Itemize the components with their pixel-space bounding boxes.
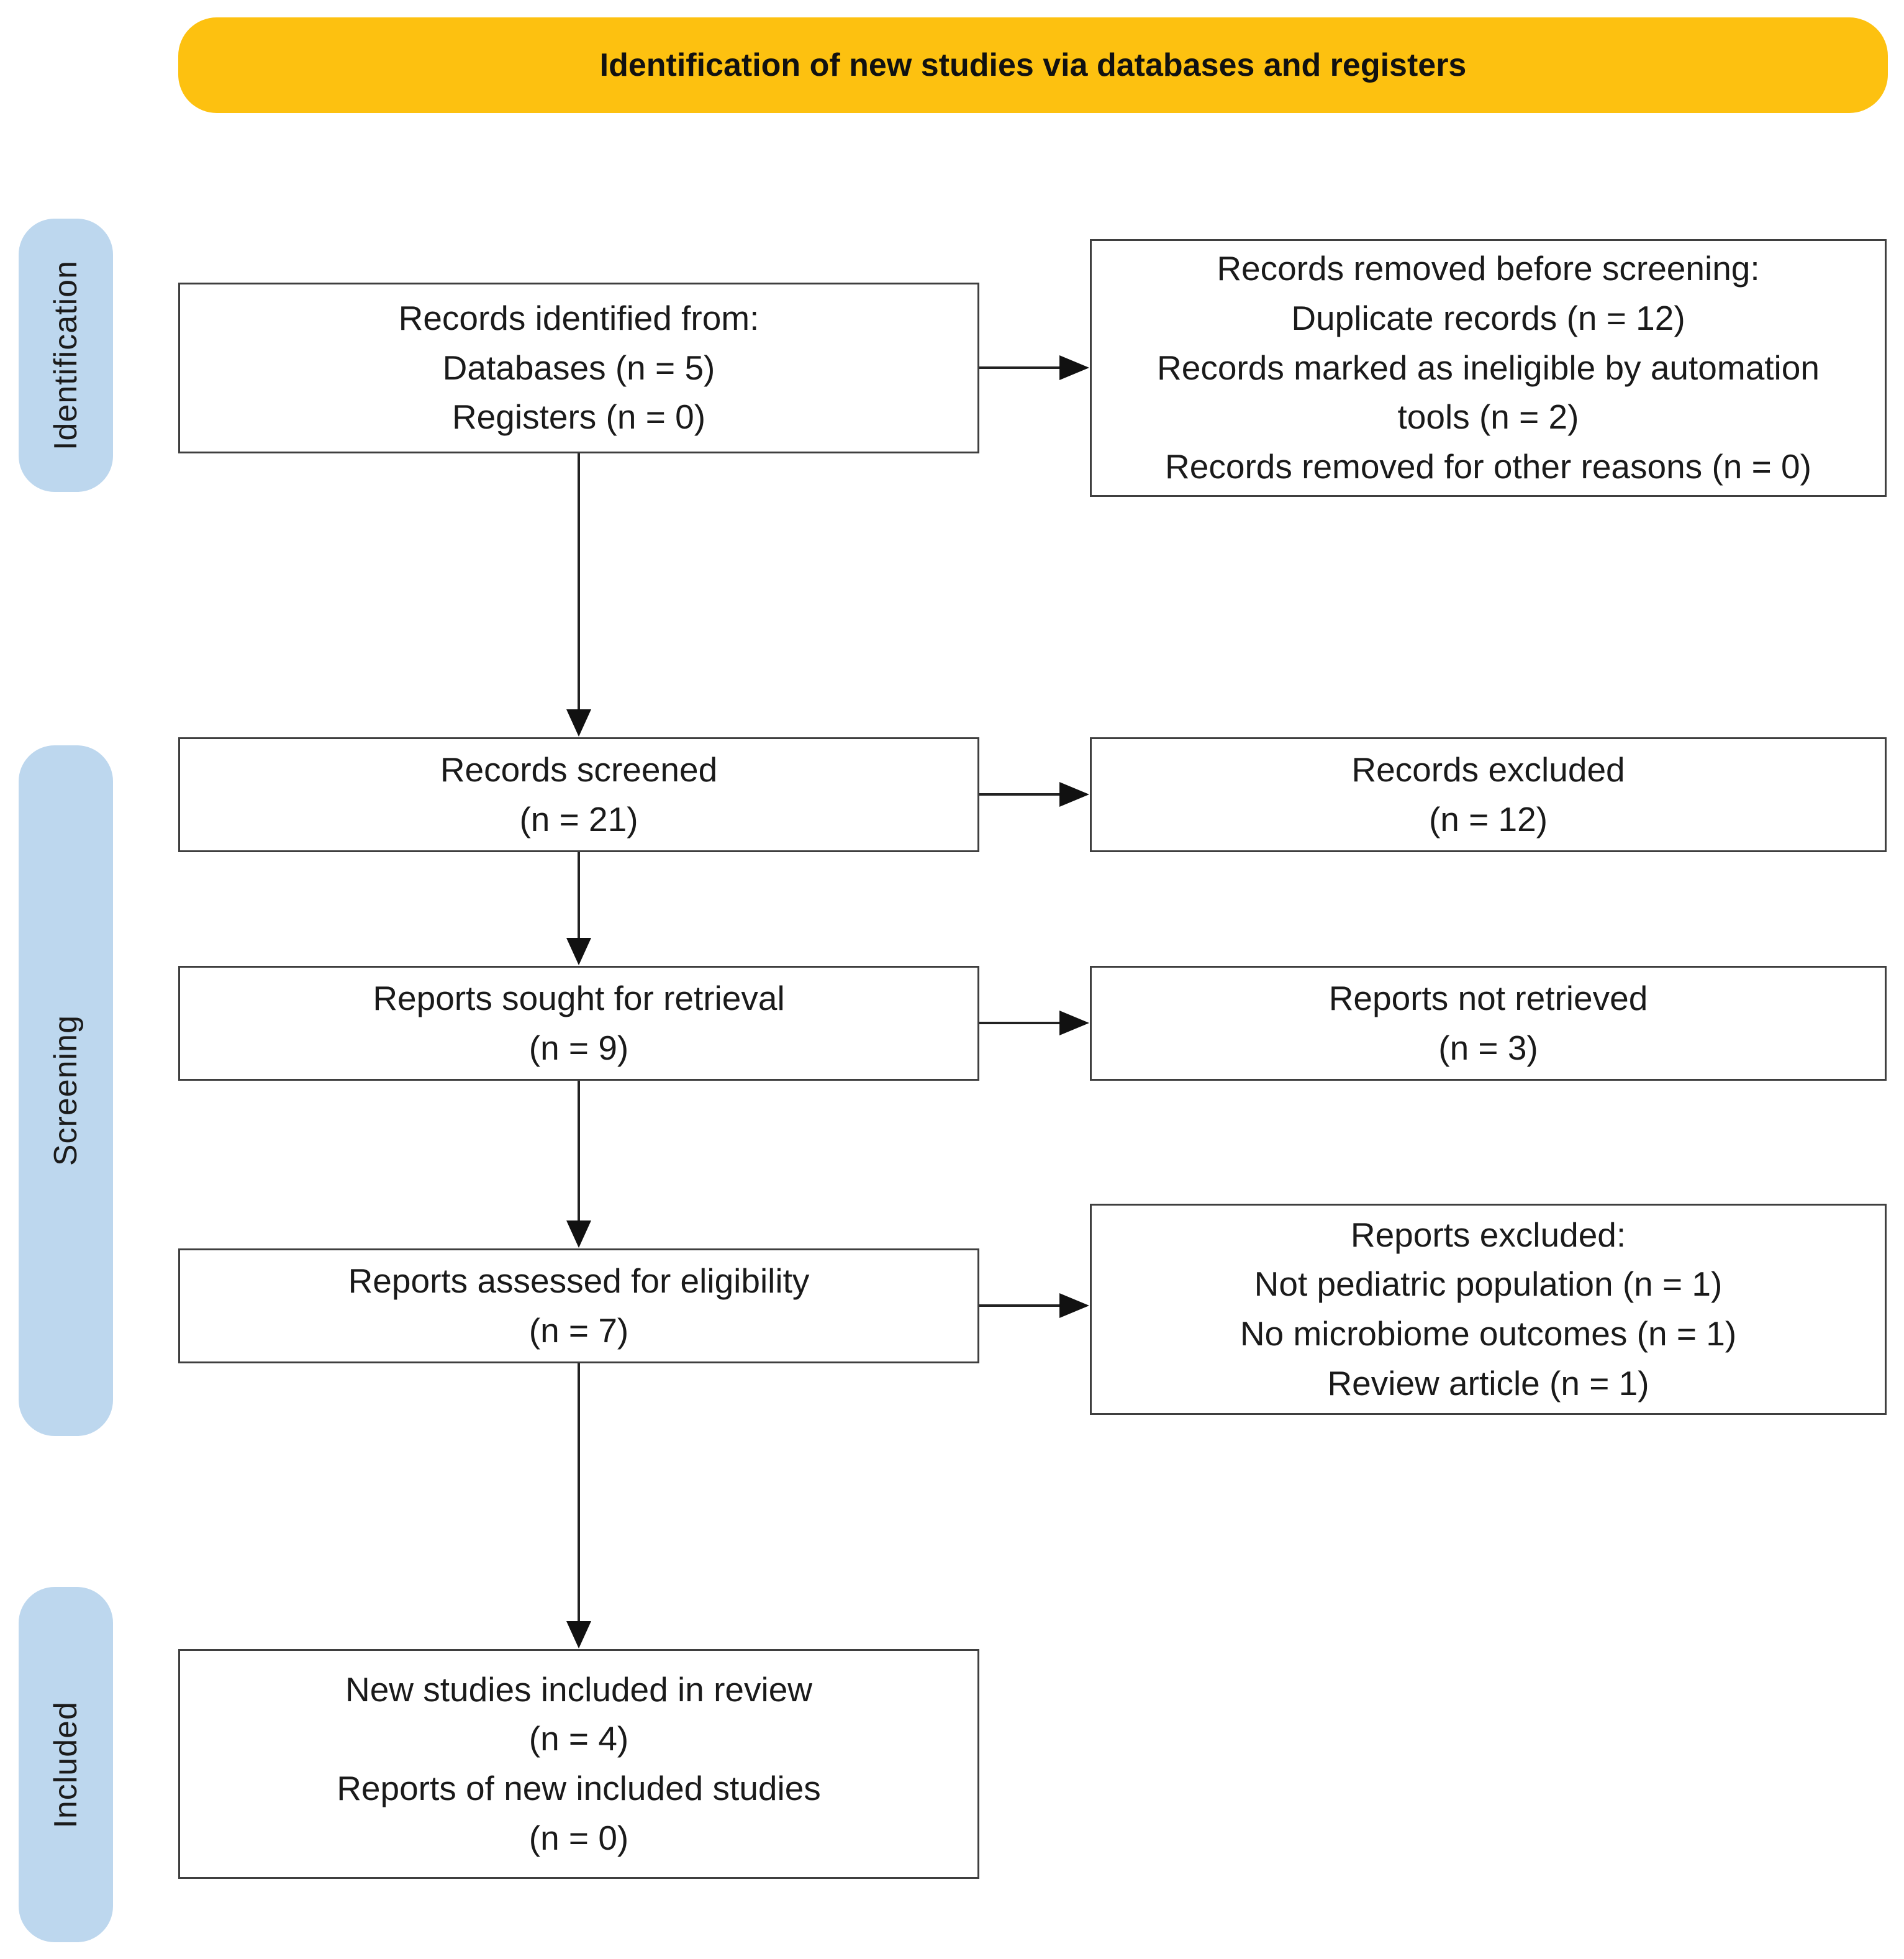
arrow-down-icon [578,453,580,710]
arrowhead-down-icon [566,938,591,965]
box-text-line: Records excluded [1351,750,1625,789]
arrowhead-right-icon [1059,1011,1089,1035]
banner-identification-via-databases [178,17,1888,113]
box-records-identified [178,283,979,453]
box-text-line: Not pediatric population (n = 1) [1254,1265,1723,1304]
banner-label: Identification of new studies via databases and registers [599,47,1467,83]
arrow-down-icon [578,852,580,939]
box-text-line: Records identified from: [398,298,759,337]
box-text-line: Reports sought for retrieval [373,978,785,1017]
box-text-line: Duplicate records (n = 12) [1291,298,1685,337]
arrow-right-icon [979,366,1060,369]
box-records-removed [1090,239,1887,497]
box-text-line: Databases (n = 5) [442,348,715,387]
box-text-line: Records screened [440,750,718,789]
arrowhead-down-icon [566,1220,591,1248]
box-text-line: Reports excluded: [1350,1215,1626,1254]
arrow-right-icon [979,1022,1060,1024]
box-reports-assessed [178,1248,979,1363]
box-reports-excluded [1090,1204,1887,1415]
box-text-line: New studies included in review [345,1670,813,1709]
box-reports-sought [178,966,979,1081]
box-text-line: (n = 9) [528,1028,629,1067]
box-text-line: No microbiome outcomes (n = 1) [1240,1314,1737,1353]
arrowhead-down-icon [566,1621,591,1648]
box-text-line: (n = 21) [519,799,638,839]
box-text-line: (n = 3) [1438,1028,1538,1067]
box-text-line: Records marked as ineligible by automation tools (n = 2) [1157,348,1820,437]
stage-label-identification-text: Identification [48,260,84,450]
arrow-down-icon [578,1363,580,1622]
arrow-down-icon [578,1081,580,1221]
box-text-line: (n = 0) [528,1818,629,1857]
arrowhead-right-icon [1059,1293,1089,1318]
box-new-studies-included [178,1649,979,1879]
box-text-line: Records removed for other reasons (n = 0) [1165,447,1811,486]
arrowhead-right-icon [1059,782,1089,807]
box-text-line: Reports of new included studies [337,1769,821,1807]
box-records-excluded [1090,737,1887,852]
box-text-line: Review article (n = 1) [1327,1363,1649,1402]
box-text-line: (n = 4) [528,1719,629,1758]
box-text-line: Registers (n = 0) [451,398,706,437]
arrowhead-right-icon [1059,355,1089,380]
arrowhead-down-icon [566,709,591,737]
arrow-right-icon [979,793,1060,796]
box-text-line: Reports assessed for eligibility [348,1261,810,1300]
stage-label-identification [19,219,113,492]
box-text-line: (n = 7) [528,1311,629,1350]
stage-label-included [19,1587,113,1942]
stage-label-screening-text: Screening [48,1015,84,1166]
arrow-right-icon [979,1304,1060,1307]
stage-label-included-text: Included [48,1701,84,1829]
box-records-screened [178,737,979,852]
box-text-line: (n = 12) [1428,799,1548,839]
box-reports-not-retrieved [1090,966,1887,1081]
stage-label-screening [19,745,113,1436]
box-text-line: Reports not retrieved [1328,978,1648,1017]
box-text-line: Records removed before screening: [1217,249,1760,288]
